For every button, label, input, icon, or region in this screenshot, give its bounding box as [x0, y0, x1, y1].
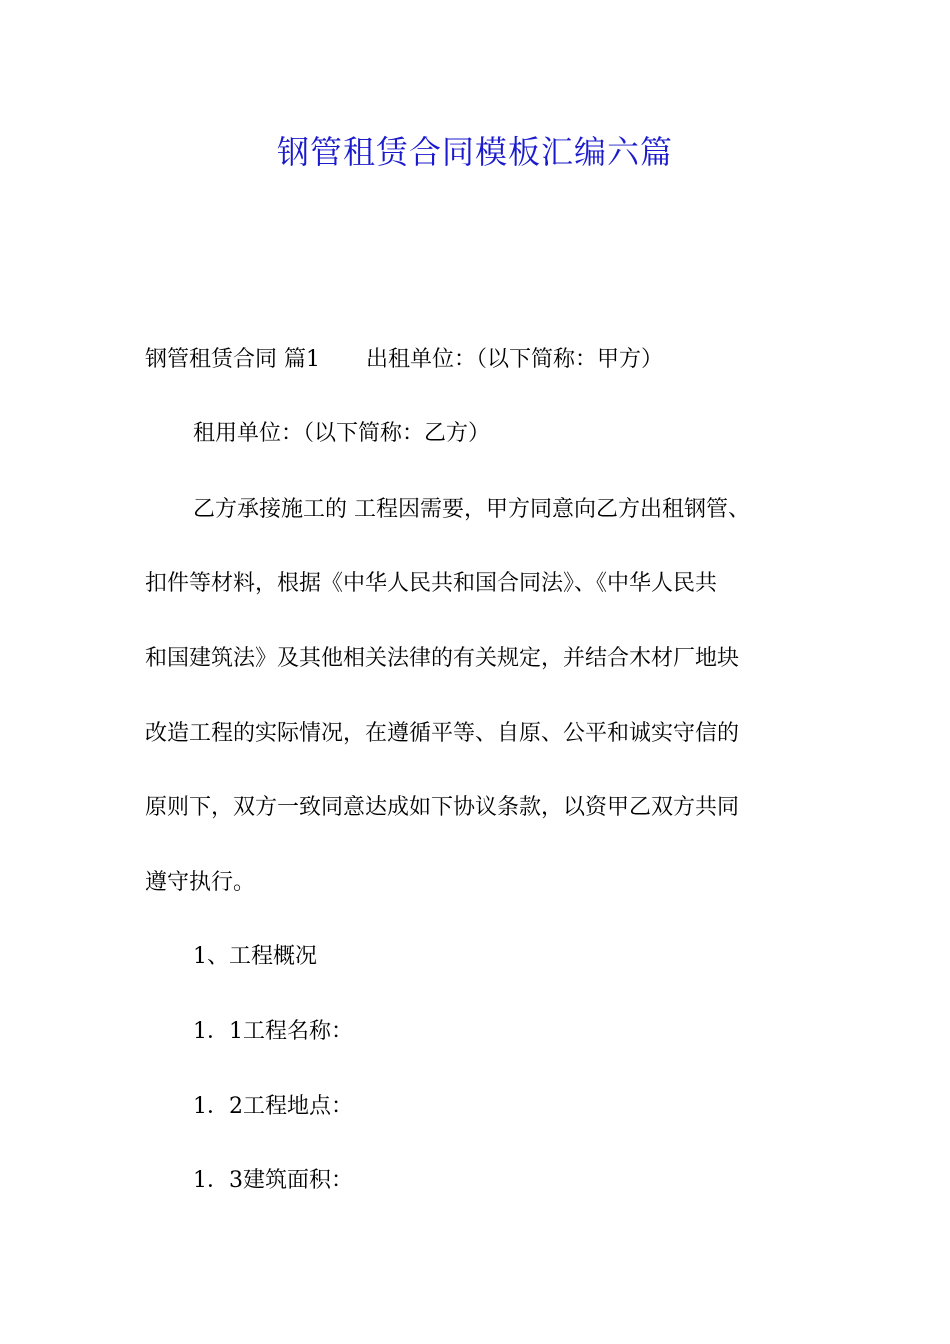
paragraph-line: 改造工程的实际情况，在遵循平等、自原、公平和诚实守信的 [145, 721, 740, 746]
paragraph-line: 遵守执行。 [145, 870, 256, 895]
lessor-line: 出租单位：（以下简称：甲方） [366, 347, 664, 372]
paragraph-line: 原则下，双方一致同意达成如下协议条款，以资甲乙双方共同 [145, 795, 740, 820]
paragraph-line: 乙方承接施工的 工程因需要，甲方同意向乙方出租钢管、 [193, 497, 750, 522]
paragraph-line: 和国建筑法》及其他相关法律的有关规定，并结合木材厂地块 [145, 646, 740, 671]
section-heading: 1、工程概况 [193, 944, 317, 969]
lessee-line: 租用单位：（以下简称：乙方） [193, 421, 491, 446]
contract-section-label: 钢管租赁合同 篇1 [145, 347, 320, 372]
paragraph-line: 扣件等材料，根据《中华人民共和国合同法》、《中华人民共 [145, 571, 718, 596]
list-item: 1．3建筑面积： [193, 1168, 353, 1193]
list-item: 1．2工程地点： [193, 1094, 353, 1119]
list-item: 1．1工程名称： [193, 1019, 353, 1044]
document-title: 钢管租赁合同模板汇编六篇 [276, 133, 673, 171]
contract-header-line [145, 344, 825, 376]
